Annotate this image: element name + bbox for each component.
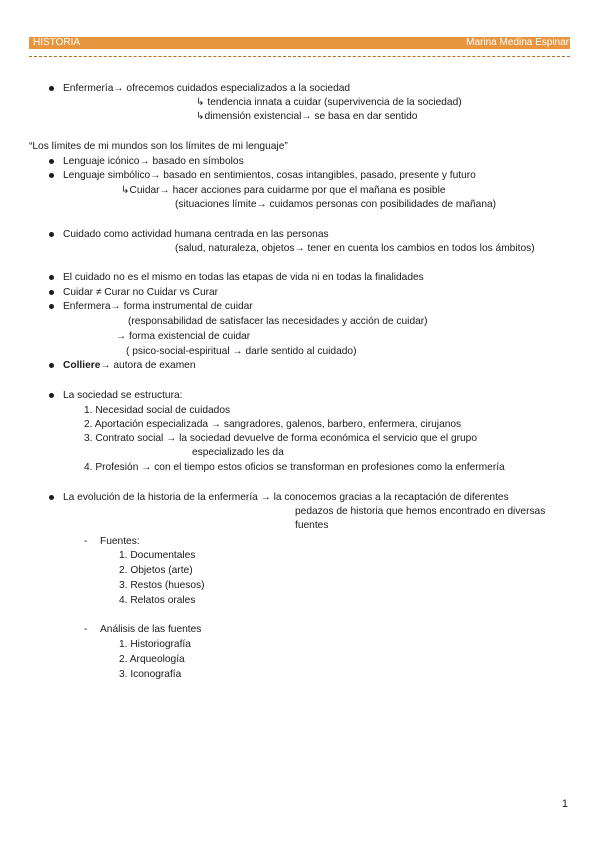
text-line: ↳Cuidar→ hacer acciones para cuidarme por que el mañana es posible <box>121 185 446 196</box>
text-line: → forma existencial de cuidar <box>116 331 251 342</box>
text-line: Enfermera→ forma instrumental de cuidar <box>63 301 253 312</box>
text-line: Lenguaje icónico→ basado en símbolos <box>63 156 244 167</box>
bullet <box>49 290 54 295</box>
page-header <box>29 37 570 49</box>
text-line: La evolución de la historia de la enfermería → la conocemos gracias a la recaptación de diferentes <box>63 492 509 503</box>
text-line: Análisis de las fuentes <box>100 624 202 635</box>
list-item: 2. Aportación especializada → sangradores, galenos, barbero, enfermera, cirujanos <box>84 419 462 430</box>
list-item: 3. Restos (huesos) <box>119 580 205 591</box>
list-item: 3. Iconografía <box>119 669 182 680</box>
bullet <box>49 393 54 398</box>
dash-marker: - <box>84 536 88 547</box>
list-item: 1. Historiografía <box>119 639 191 650</box>
bullet <box>49 304 54 309</box>
text-line: (responsabilidad de satisfacer las necesidades y acción de cuidar) <box>128 316 428 327</box>
header-title: HISTORIA <box>33 37 81 48</box>
text-line: Enfermería→ ofrecemos cuidados especializados a la sociedad <box>63 83 351 94</box>
text-line: Lenguaje simbólico→ basado en sentimientos, cosas intangibles, pasado, presente y futuro <box>63 170 476 181</box>
list-item: 1. Necesidad social de cuidados <box>84 405 231 416</box>
text-line: Cuidar ≠ Curar no Cuidar vs Curar <box>63 287 219 298</box>
list-item: 4. Relatos orales <box>119 595 196 606</box>
bullet <box>49 275 54 280</box>
bold-term: Colliere <box>63 360 101 371</box>
text-line: ( psico-social-espiritual → darle sentido al cuidado) <box>126 346 357 357</box>
list-item: 2. Objetos (arte) <box>119 565 193 576</box>
bullet <box>49 86 54 91</box>
text-span: → autora de examen <box>100 360 196 371</box>
list-item: 4. Profesión → con el tiempo estos oficios se transforman en profesiones como la enfermería <box>84 462 505 473</box>
bullet <box>49 173 54 178</box>
text-line: especializado les da <box>192 447 284 458</box>
text-line: Fuentes: <box>100 536 140 547</box>
text-line: (salud, naturaleza, objetos→ tener en cuenta los cambios en todos los ámbitos) <box>175 243 535 254</box>
text-line: ↳dimensión existencial→ se basa en dar sentido <box>196 111 418 122</box>
header-author: Marina Medina Espinar <box>466 37 569 48</box>
page-number: 1 <box>561 798 568 810</box>
text-line: Cuidado como actividad humana centrada en las personas <box>63 229 329 240</box>
bullet <box>49 363 54 368</box>
header-divider <box>29 56 570 57</box>
list-item: 2. Arqueología <box>119 654 185 665</box>
text-line: fuentes <box>295 520 329 531</box>
text-line: La sociedad se estructura: <box>63 390 183 401</box>
text-line: pedazos de historia que hemos encontrado en diversas <box>295 506 546 517</box>
quote-line: “Los límites de mi mundos son los límites de mi lenguaje” <box>29 141 288 152</box>
text-line: ↳ tendencia innata a cuidar (supervivencia de la sociedad) <box>196 97 462 108</box>
list-item: 1. Documentales <box>119 550 196 561</box>
bullet <box>49 232 54 237</box>
bullet <box>49 495 54 500</box>
bullet <box>49 159 54 164</box>
text-line: (situaciones límite→ cuidamos personas con posibilidades de mañana) <box>175 199 497 210</box>
text-line: El cuidado no es el mismo en todas las etapas de vida ni en todas la finalidades <box>63 272 424 283</box>
dash-marker: - <box>84 624 88 635</box>
list-item: 3. Contrato social → la sociedad devuelve de forma económica el servicio que el grupo <box>84 433 477 444</box>
text-line <box>63 359 196 372</box>
